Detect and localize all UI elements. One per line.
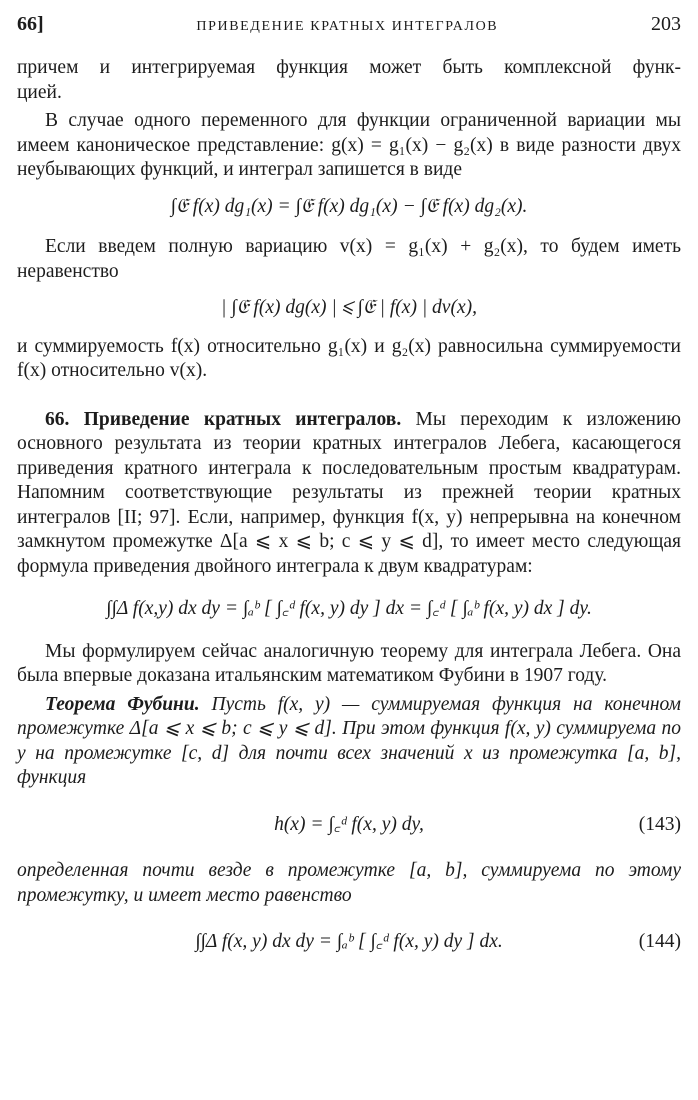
section-number: 66]: [17, 13, 44, 35]
theorem-fubini: [17, 693, 681, 791]
page-number: 203: [650, 13, 681, 35]
running-title: ПРИВЕДЕНИЕ КРАТНЫХ ИНТЕГРАЛОВ: [196, 19, 499, 34]
paragraph-variation: В случае одного переменного для функции ограниченной вариации мы имеем каноническое представление: g(x) = g₁(x) − g₂(x) в виде разности двух неубывающих функций, и интеграл запишется в виде: [17, 110, 681, 180]
theorem-title: Теорема Фубини.: [45, 693, 200, 715]
section-66-text: Мы переходим к изложению основного результата из теории кратных интегралов Лебега, касающегося приведения кратного интеграла к последовательным простым квадратурам. Напомним соответствующие результаты из прежней теории кратных интегралов [II; 97]. Если, например, функция f(x, y) непрерывна на конечном замкнутом промежутке Δ[a ⩽ x ⩽ b; c ⩽ y ⩽ d], то имеет место следующая формула приведения двойного интеграла к двум квадратурам:: [17, 408, 681, 577]
paragraph-continuation: причем и интегрируемая функция может быть комплексной функ-: [17, 57, 681, 78]
section-66-title: 66. Приведение кратных интегралов.: [45, 408, 402, 430]
equation-number-143: (143): [638, 813, 681, 835]
formula-double-integral-reduction: ∫∫Δ f(x,y) dx dy = ∫ₐᵇ [ ∫꜀ᵈ f(x, y) dy ] dx = ∫꜀ᵈ [ ∫ₐᵇ f(x, y) dx ] dy.: [106, 598, 592, 619]
paragraph-summability: и суммируемость f(x) относительно g₁(x) и g₂(x) равносильна суммируемости f(x) относительно v(x).: [17, 335, 681, 381]
theorem-text: Пусть f(x, y) — суммируемая функция на конечном промежутке Δ[a ⩽ x ⩽ b; c ⩽ y ⩽ d]. При этом функция f(x, y) суммируема по y на промежутке [c, d] для почти всех значений x из промежутка [a, b], функция: [17, 693, 681, 788]
formula-144: ∫∫Δ f(x, y) dx dy = ∫ₐᵇ [ ∫꜀ᵈ f(x, y) dy ] dx. (144): [17, 930, 681, 955]
paragraph-total-variation: Если введем полную вариацию v(x) = g₁(x) + g₂(x), то будем иметь неравенство: [17, 236, 681, 282]
formula-stieltjes-decomposition: ∫𝔈 f(x) dg₁(x) = ∫𝔈 f(x) dg₁(x) − ∫𝔈 f(x) dg₂(x).: [170, 195, 528, 217]
theorem-continuation: определенная почти везде в промежутке [a, b], суммируема по этому промежутку, и имеет место равенство: [17, 860, 681, 906]
formula-inequality: | ∫𝔈 f(x) dg(x) | ⩽ ∫𝔈 | f(x) | dv(x),: [221, 297, 477, 318]
formula-143: h(x) = ∫꜀ᵈ f(x, y) dy, (143): [17, 813, 681, 838]
section-66: [17, 408, 681, 580]
paragraph-continuation-end: цией.: [17, 81, 62, 103]
equation-number-144: (144): [638, 931, 681, 952]
page-header: [17, 12, 681, 38]
paragraph-lebesgue-theorem-intro: Мы формулируем сейчас аналогичную теорему для интеграла Лебега. Она была впервые доказана итальянским математиком Фубини в 1907 году.: [17, 640, 681, 686]
